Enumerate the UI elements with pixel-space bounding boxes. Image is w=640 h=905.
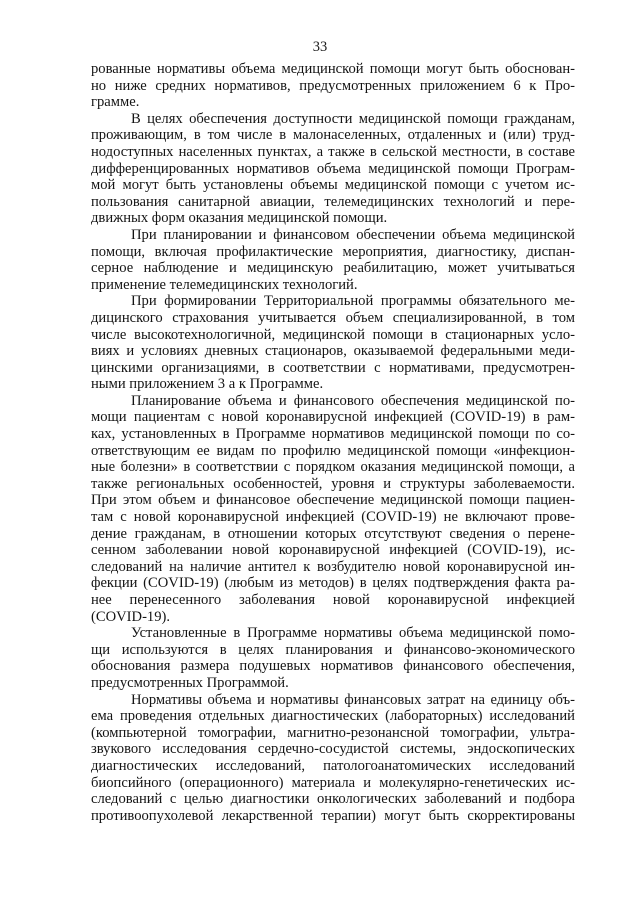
text-line: предусмотренных Программой. xyxy=(91,674,289,691)
paragraph xyxy=(91,692,575,825)
text-line: мощи пациентам с новой коронавирусной инфекцией (COVID-19) в рам- xyxy=(91,409,575,426)
text-line: серное наблюдение и медицинскую реабилитацию, может учитываться xyxy=(91,260,575,277)
text-line: фекции (COVID-19) (любым из методов) в целях подтверждения факта ра- xyxy=(91,575,575,592)
text-line: движных форм оказания медицинской помощи. xyxy=(91,210,388,227)
text-line: дифференцированных нормативов объема медицинской помощи Програм- xyxy=(91,160,575,177)
text-line: дицинского страхования учитывается объем специализированной, в том xyxy=(91,309,575,326)
text-line: также региональных особенностей, уровня и структуры заболеваемости. xyxy=(91,475,575,492)
text-line: но ниже средних нормативов, предусмотренных приложением 6 к Про- xyxy=(91,77,575,94)
text-line: щи используются в целях планирования и финансово-экономического xyxy=(91,641,575,658)
text-line: числе высокотехнологичной, медицинской помощи в стационарных усло- xyxy=(91,326,575,343)
text-line: нодоступных населенных пунктах, а также в сельской местности, в составе xyxy=(91,143,575,160)
text-line: там с новой коронавирусной инфекцией (COVID-19) не включают прове- xyxy=(91,509,575,526)
paragraph xyxy=(91,227,575,293)
text-line: ными приложением 3 а к Программе. xyxy=(91,376,324,393)
page-number: 33 xyxy=(312,39,328,55)
text-line: В целях обеспечения доступности медицинской помощи гражданам, xyxy=(131,110,575,127)
paragraph xyxy=(91,61,575,111)
text-line: (компьютерной томографии, магнитно-резонансной томографии, ультра- xyxy=(91,724,575,741)
text-line: сенном заболевании новой коронавирусной инфекцией (COVID-19), ис- xyxy=(91,542,575,559)
text-line: применение телемедицинских технологий. xyxy=(91,276,358,293)
document-body xyxy=(91,61,575,824)
text-line: диагностических исследований, патологоанатомических исследований xyxy=(91,757,575,774)
text-line: (COVID-19). xyxy=(91,608,171,625)
paragraph xyxy=(91,393,575,625)
paragraph xyxy=(91,293,575,393)
text-line: следований с целью диагностики онкологических заболеваний и подбора xyxy=(91,791,575,808)
text-line: мой могут быть установлены объемы медицинской помощи с учетом ис- xyxy=(91,177,575,194)
text-line: пользования санитарной авиации, телемедицинских технологий и пере- xyxy=(91,193,575,210)
text-line: При этом объем и финансовое обеспечение медицинской помощи пациен- xyxy=(91,492,575,509)
text-line: проживающим, в том числе в малонаселенных, отдаленных и (или) труд- xyxy=(91,127,575,144)
text-line: нее перенесенного заболевания новой коронавирусной инфекцией xyxy=(91,592,575,608)
paragraph xyxy=(91,625,575,691)
text-line: следований на наличие антител к возбудителю новой коронавирусной ин- xyxy=(91,558,575,575)
paragraph xyxy=(91,111,575,227)
text-line: рованные нормативы объема медицинской помощи могут быть обоснован- xyxy=(91,61,575,77)
text-line: Нормативы объема и нормативы финансовых затрат на единицу объ- xyxy=(131,691,575,708)
text-line: ках, установленных в Программе нормативов медицинской помощи по со- xyxy=(91,426,575,443)
text-line: Планирование объема и финансового обеспечения медицинской по- xyxy=(131,392,575,409)
text-line: виях и условиях дневных стационаров, оказываемой федеральными меди- xyxy=(91,343,575,360)
text-line: Установленные в Программе нормативы объема медицинской помо- xyxy=(131,625,575,642)
text-line: При формировании Территориальной программы обязательного ме- xyxy=(131,293,575,310)
text-line: ема проведения отдельных диагностических (лабораторных) исследований xyxy=(91,708,575,725)
text-line: обоснования размера подушевых нормативов финансового обеспечения, xyxy=(91,658,575,675)
text-line: звукового исследования сердечно-сосудистой системы, эндоскопических xyxy=(91,741,575,758)
text-line: При планировании и финансовом обеспечении объема медицинской xyxy=(131,226,575,243)
text-line: ответствующим ее видам по профилю медицинской помощи «инфекцион- xyxy=(91,442,575,459)
text-line: дение гражданам, в отношении которых отсутствуют сведения о перене- xyxy=(91,525,575,542)
text-line: ные болезни» в соответствии с порядком оказания медицинской помощи, а xyxy=(91,459,575,476)
text-line: цинскими организациями, в соответствии с нормативами, предусмотрен- xyxy=(91,359,575,376)
text-line: противоопухолевой лекарственной терапии) могут быть скорректированы xyxy=(91,807,575,824)
text-line: помощи, включая профилактические мероприятия, диагностику, диспан- xyxy=(91,243,575,260)
text-line: биопсийного (операционного) материала и молекулярно-генетических ис- xyxy=(91,774,575,791)
text-line: грамме. xyxy=(91,94,140,111)
